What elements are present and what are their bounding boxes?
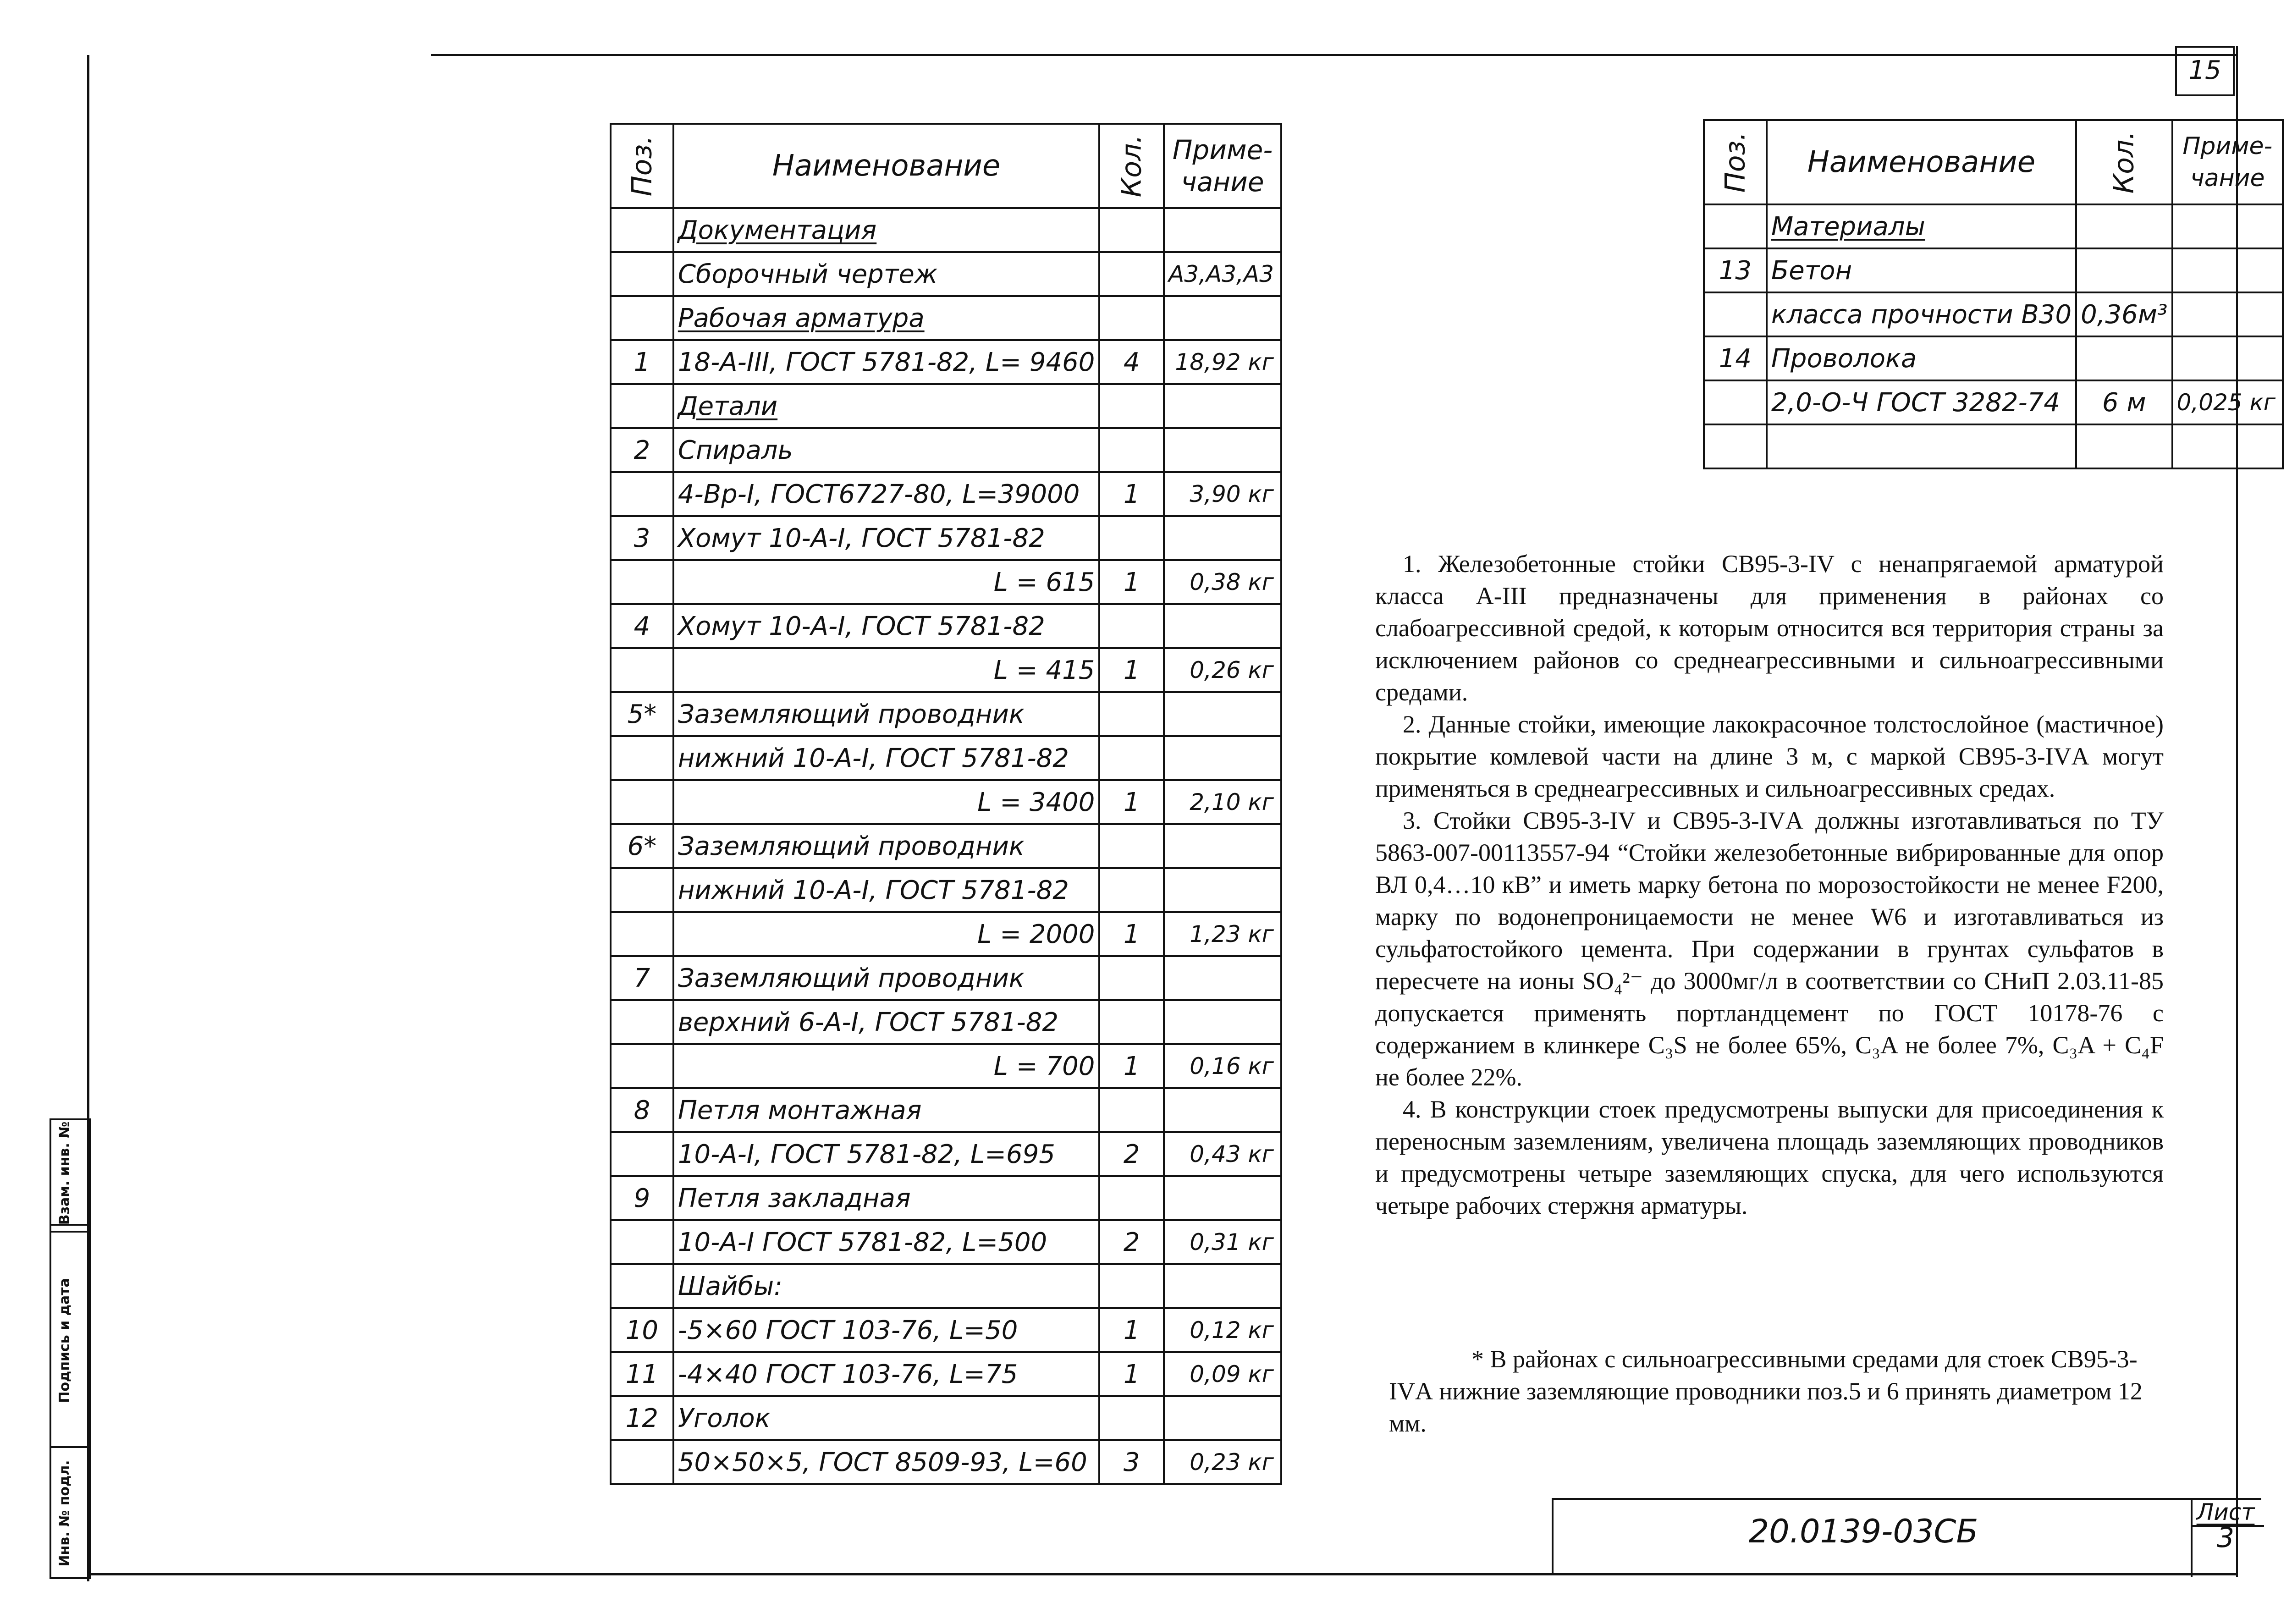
note-3: 3. Стойки СВ95-3-IV и СВ95-3-IVА должны изготавливаться по ТУ 5863-007-00113557-94 “Стойки железобетонные вибрированные для опор ВЛ 0,4…10 кВ” и иметь марку бетона по морозостойкости не менее F200, марку по водонепроницаемости не менее W6 и изготавливаться из сульфатостойкого цемента. При содержании в грунтах сульфатов в пересчете на ионы SO₄²⁻ до 3000мг/л в соответствии со СНиП 2.03.11-85 допускается применять портландцемент по ГОСТ 10178-76 с содержанием в клинкере C₃S не более 65%, C₃A не более 7%, C₃A + C₄F не более 22%. bbox=[1375, 807, 2164, 1091]
row-pos: 14 bbox=[1704, 336, 1767, 380]
row-pos bbox=[611, 1440, 673, 1484]
row-name: Хомут 10-А-I, ГОСТ 5781-82 bbox=[673, 604, 1100, 648]
table-row bbox=[611, 1264, 1281, 1308]
row-pos: 4 bbox=[611, 604, 673, 648]
row-name: Сборочный чертеж bbox=[673, 252, 1100, 296]
stamp-inv-label: Инв. № подл. bbox=[56, 1460, 73, 1567]
row-note bbox=[1164, 692, 1281, 736]
row-qty: 0,36м³ bbox=[2076, 292, 2172, 336]
row-qty bbox=[1099, 428, 1164, 472]
row-name: Шайбы: bbox=[673, 1264, 1100, 1308]
row-pos bbox=[611, 1000, 673, 1044]
row-qty bbox=[1099, 736, 1164, 780]
table-row bbox=[611, 1000, 1281, 1044]
table-row bbox=[611, 780, 1281, 824]
row-pos bbox=[611, 868, 673, 912]
row-qty bbox=[1099, 1176, 1164, 1220]
table-row bbox=[611, 1088, 1281, 1132]
row-name: Хомут 10-А-I, ГОСТ 5781-82 bbox=[673, 516, 1100, 560]
col-header-name: Наименование bbox=[673, 124, 1100, 208]
row-qty bbox=[2076, 424, 2172, 468]
col-header-note: Приме- чание bbox=[2172, 120, 2283, 204]
row-qty: 3 bbox=[1099, 1440, 1164, 1484]
left-spec-table bbox=[610, 123, 1282, 1485]
table-row bbox=[611, 912, 1281, 956]
row-pos: 12 bbox=[611, 1396, 673, 1440]
row-note bbox=[1164, 604, 1281, 648]
row-note bbox=[2172, 204, 2283, 248]
row-qty: 1 bbox=[1099, 1352, 1164, 1396]
row-qty bbox=[1099, 956, 1164, 1000]
row-pos: 11 bbox=[611, 1352, 673, 1396]
row-note: 1,23 кг bbox=[1164, 912, 1281, 956]
row-qty: 4 bbox=[1099, 340, 1164, 384]
table-row bbox=[611, 296, 1281, 340]
title-block-divider bbox=[2191, 1500, 2193, 1577]
col-header-qty: Кол. bbox=[2076, 120, 2172, 204]
row-pos bbox=[611, 1044, 673, 1088]
row-pos bbox=[611, 912, 673, 956]
row-name bbox=[1767, 424, 2076, 468]
row-pos bbox=[1704, 204, 1767, 248]
row-name: верхний 6-А-I, ГОСТ 5781-82 bbox=[673, 1000, 1100, 1044]
side-stamp bbox=[50, 1118, 91, 1579]
row-qty bbox=[1099, 252, 1164, 296]
stamp-cell-dot bbox=[51, 1226, 89, 1233]
row-name: нижний 10-А-I, ГОСТ 5781-82 bbox=[673, 868, 1100, 912]
row-qty bbox=[1099, 1000, 1164, 1044]
note-4: 4. В конструкции стоек предусмотрены выпуски для присоединения к переносным заземлениям, увеличена площадь заземляющих проводников и предусмотрены четыре заземляющих спуска, для чего используются четыре рабочих стержня арматуры. bbox=[1375, 1096, 2164, 1219]
row-note bbox=[1164, 428, 1281, 472]
row-pos: 3 bbox=[611, 516, 673, 560]
row-name: Проволока bbox=[1767, 336, 2076, 380]
row-qty bbox=[2076, 336, 2172, 380]
col-header-name: Наименование bbox=[1767, 120, 2076, 204]
row-pos bbox=[611, 1220, 673, 1264]
table-row bbox=[611, 1044, 1281, 1088]
row-name: Материалы bbox=[1767, 204, 2076, 248]
row-qty bbox=[1099, 296, 1164, 340]
row-note bbox=[1164, 736, 1281, 780]
row-qty bbox=[1099, 1088, 1164, 1132]
row-name: L = 415 bbox=[673, 648, 1100, 692]
left-table-body bbox=[611, 124, 1281, 1484]
row-qty: 1 bbox=[1099, 648, 1164, 692]
row-pos bbox=[611, 560, 673, 604]
col-header-note: Приме- чание bbox=[1164, 124, 1281, 208]
row-qty bbox=[1099, 1396, 1164, 1440]
row-pos bbox=[611, 384, 673, 428]
table-row bbox=[1704, 248, 2283, 292]
row-pos bbox=[1704, 424, 1767, 468]
table-row bbox=[611, 824, 1281, 868]
row-pos: 6* bbox=[611, 824, 673, 868]
footnote-text: * В районах с сильноагрессивными средами для стоек СВ95-3-IVА нижние заземляющие проводники поз.5 и 6 принять диаметром 12 мм. bbox=[1389, 1345, 2143, 1437]
table-row bbox=[611, 692, 1281, 736]
row-qty: 1 bbox=[1099, 560, 1164, 604]
row-name: Детали bbox=[673, 384, 1100, 428]
row-note: 18,92 кг bbox=[1164, 340, 1281, 384]
row-qty bbox=[1099, 692, 1164, 736]
row-pos bbox=[611, 1132, 673, 1176]
row-qty: 1 bbox=[1099, 472, 1164, 516]
table-header-row bbox=[611, 124, 1281, 208]
row-note: 0,12 кг bbox=[1164, 1308, 1281, 1352]
row-note bbox=[1164, 208, 1281, 252]
row-note: 2,10 кг bbox=[1164, 780, 1281, 824]
table-row bbox=[611, 1440, 1281, 1484]
table-row bbox=[611, 1352, 1281, 1396]
general-notes bbox=[1375, 548, 2164, 1222]
row-note: А3,А3,А3 bbox=[1164, 252, 1281, 296]
sheet-label: Лист bbox=[2196, 1499, 2255, 1525]
page-number: 15 bbox=[2175, 46, 2235, 96]
row-pos: 13 bbox=[1704, 248, 1767, 292]
table-row bbox=[611, 956, 1281, 1000]
row-name: -4×40 ГОСТ 103-76, L=75 bbox=[673, 1352, 1100, 1396]
row-note bbox=[1164, 1088, 1281, 1132]
row-note bbox=[1164, 1264, 1281, 1308]
row-name: 2,0-О-Ч ГОСТ 3282-74 bbox=[1767, 380, 2076, 424]
row-note bbox=[1164, 296, 1281, 340]
row-name: L = 700 bbox=[673, 1044, 1100, 1088]
row-note bbox=[1164, 868, 1281, 912]
row-note bbox=[2172, 292, 2283, 336]
table-row bbox=[611, 1308, 1281, 1352]
row-name: 10-А-I ГОСТ 5781-82, L=500 bbox=[673, 1220, 1100, 1264]
table-row bbox=[611, 1132, 1281, 1176]
row-pos: 5* bbox=[611, 692, 673, 736]
row-note: 3,90 кг bbox=[1164, 472, 1281, 516]
row-name: 10-А-I, ГОСТ 5781-82, L=695 bbox=[673, 1132, 1100, 1176]
row-pos bbox=[611, 208, 673, 252]
row-note bbox=[1164, 824, 1281, 868]
row-pos: 2 bbox=[611, 428, 673, 472]
row-qty bbox=[2076, 204, 2172, 248]
row-name: Документация bbox=[673, 208, 1100, 252]
row-note bbox=[2172, 336, 2283, 380]
row-note bbox=[1164, 1176, 1281, 1220]
row-name: Рабочая арматура bbox=[673, 296, 1100, 340]
row-pos bbox=[611, 252, 673, 296]
row-pos: 1 bbox=[611, 340, 673, 384]
right-spec-table bbox=[1703, 119, 2284, 469]
row-note: 0,26 кг bbox=[1164, 648, 1281, 692]
row-pos bbox=[611, 780, 673, 824]
row-qty: 1 bbox=[1099, 1044, 1164, 1088]
row-note bbox=[1164, 1396, 1281, 1440]
table-row bbox=[611, 428, 1281, 472]
row-name: Заземляющий проводник bbox=[673, 692, 1100, 736]
row-pos bbox=[611, 648, 673, 692]
row-pos bbox=[611, 736, 673, 780]
row-name: Спираль bbox=[673, 428, 1100, 472]
row-name: L = 615 bbox=[673, 560, 1100, 604]
table-row bbox=[611, 252, 1281, 296]
row-pos bbox=[1704, 292, 1767, 336]
row-note bbox=[1164, 516, 1281, 560]
row-qty bbox=[1099, 868, 1164, 912]
row-name: -5×60 ГОСТ 103-76, L=50 bbox=[673, 1308, 1100, 1352]
table-row bbox=[611, 736, 1281, 780]
table-row bbox=[1704, 292, 2283, 336]
table-row bbox=[611, 1176, 1281, 1220]
table-row bbox=[611, 1220, 1281, 1264]
stamp-podpis-label: Подпись и дата bbox=[56, 1277, 73, 1403]
row-qty bbox=[1099, 516, 1164, 560]
row-qty bbox=[2076, 248, 2172, 292]
row-note: 0,16 кг bbox=[1164, 1044, 1281, 1088]
table-row bbox=[611, 604, 1281, 648]
frame-top-line bbox=[431, 54, 2237, 56]
table-row bbox=[1704, 336, 2283, 380]
row-note: 0,025 кг bbox=[2172, 380, 2283, 424]
table-row bbox=[611, 208, 1281, 252]
row-name: Бетон bbox=[1767, 248, 2076, 292]
row-pos bbox=[611, 1264, 673, 1308]
table-row bbox=[611, 516, 1281, 560]
row-qty bbox=[1099, 1264, 1164, 1308]
table-row bbox=[611, 560, 1281, 604]
row-name: 50×50×5, ГОСТ 8509-93, L=60 bbox=[673, 1440, 1100, 1484]
table-row bbox=[611, 868, 1281, 912]
row-pos: 8 bbox=[611, 1088, 673, 1132]
row-note: 0,23 кг bbox=[1164, 1440, 1281, 1484]
table-row bbox=[611, 340, 1281, 384]
row-note: 0,09 кг bbox=[1164, 1352, 1281, 1396]
row-note: 0,31 кг bbox=[1164, 1220, 1281, 1264]
row-name: класса прочности В30 bbox=[1767, 292, 2076, 336]
row-name: Заземляющий проводник bbox=[673, 824, 1100, 868]
row-qty bbox=[1099, 824, 1164, 868]
stamp-vzam-label: Взам. инв. № bbox=[56, 1121, 73, 1225]
row-name: нижний 10-А-I, ГОСТ 5781-82 bbox=[673, 736, 1100, 780]
row-name: Уголок bbox=[673, 1396, 1100, 1440]
row-pos bbox=[611, 472, 673, 516]
table-header-row bbox=[1704, 120, 2283, 204]
table-row bbox=[1704, 380, 2283, 424]
table-row bbox=[611, 1396, 1281, 1440]
row-qty: 2 bbox=[1099, 1132, 1164, 1176]
table-row bbox=[611, 384, 1281, 428]
sheet-number: 3 bbox=[2216, 1522, 2235, 1554]
row-pos: 7 bbox=[611, 956, 673, 1000]
row-name: Петля закладная bbox=[673, 1176, 1100, 1220]
footnote bbox=[1389, 1343, 2168, 1439]
row-qty: 1 bbox=[1099, 912, 1164, 956]
row-qty bbox=[1099, 384, 1164, 428]
table-row bbox=[1704, 424, 2283, 468]
row-note: 0,43 кг bbox=[1164, 1132, 1281, 1176]
col-header-pos: Поз. bbox=[611, 124, 673, 208]
note-2: 2. Данные стойки, имеющие лакокрасочное толстослойное (мастичное) покрытие комлевой части на длине 3 м, с маркой СВ95-3-IVА могут применяться в среднеагрессивных и сильноагрессивных средах. bbox=[1375, 710, 2164, 802]
table-row bbox=[611, 472, 1281, 516]
row-qty bbox=[1099, 208, 1164, 252]
table-row bbox=[1704, 204, 2283, 248]
row-pos: 9 bbox=[611, 1176, 673, 1220]
document-code: 20.0139-03СБ bbox=[1748, 1513, 1978, 1550]
row-note bbox=[2172, 248, 2283, 292]
row-qty bbox=[1099, 604, 1164, 648]
row-qty: 6 м bbox=[2076, 380, 2172, 424]
row-name: L = 3400 bbox=[673, 780, 1100, 824]
row-qty: 1 bbox=[1099, 780, 1164, 824]
row-pos bbox=[1704, 380, 1767, 424]
row-note bbox=[2172, 424, 2283, 468]
row-note bbox=[1164, 956, 1281, 1000]
row-name: 18-А-III, ГОСТ 5781-82, L= 9460 bbox=[673, 340, 1100, 384]
row-name: Заземляющий проводник bbox=[673, 956, 1100, 1000]
note-1: 1. Железобетонные стойки СВ95-3-IV с ненапрягаемой арматурой класса А-III предназначены для применения в районах со слабоагрессивной средой, к которым относится вся территория страны за исключением районов со среднеагрессивными и сильноагрессивными средами. bbox=[1375, 550, 2164, 706]
row-qty: 1 bbox=[1099, 1308, 1164, 1352]
col-header-pos: Поз. bbox=[1704, 120, 1767, 204]
row-name: 4-Вр-I, ГОСТ6727-80, L=39000 bbox=[673, 472, 1100, 516]
row-name: L = 2000 bbox=[673, 912, 1100, 956]
right-table-body bbox=[1704, 120, 2283, 468]
col-header-qty: Кол. bbox=[1099, 124, 1164, 208]
row-pos: 10 bbox=[611, 1308, 673, 1352]
row-note: 0,38 кг bbox=[1164, 560, 1281, 604]
row-note bbox=[1164, 384, 1281, 428]
row-pos bbox=[611, 296, 673, 340]
row-note bbox=[1164, 1000, 1281, 1044]
row-name: Петля монтажная bbox=[673, 1088, 1100, 1132]
table-row bbox=[611, 648, 1281, 692]
row-qty: 2 bbox=[1099, 1220, 1164, 1264]
